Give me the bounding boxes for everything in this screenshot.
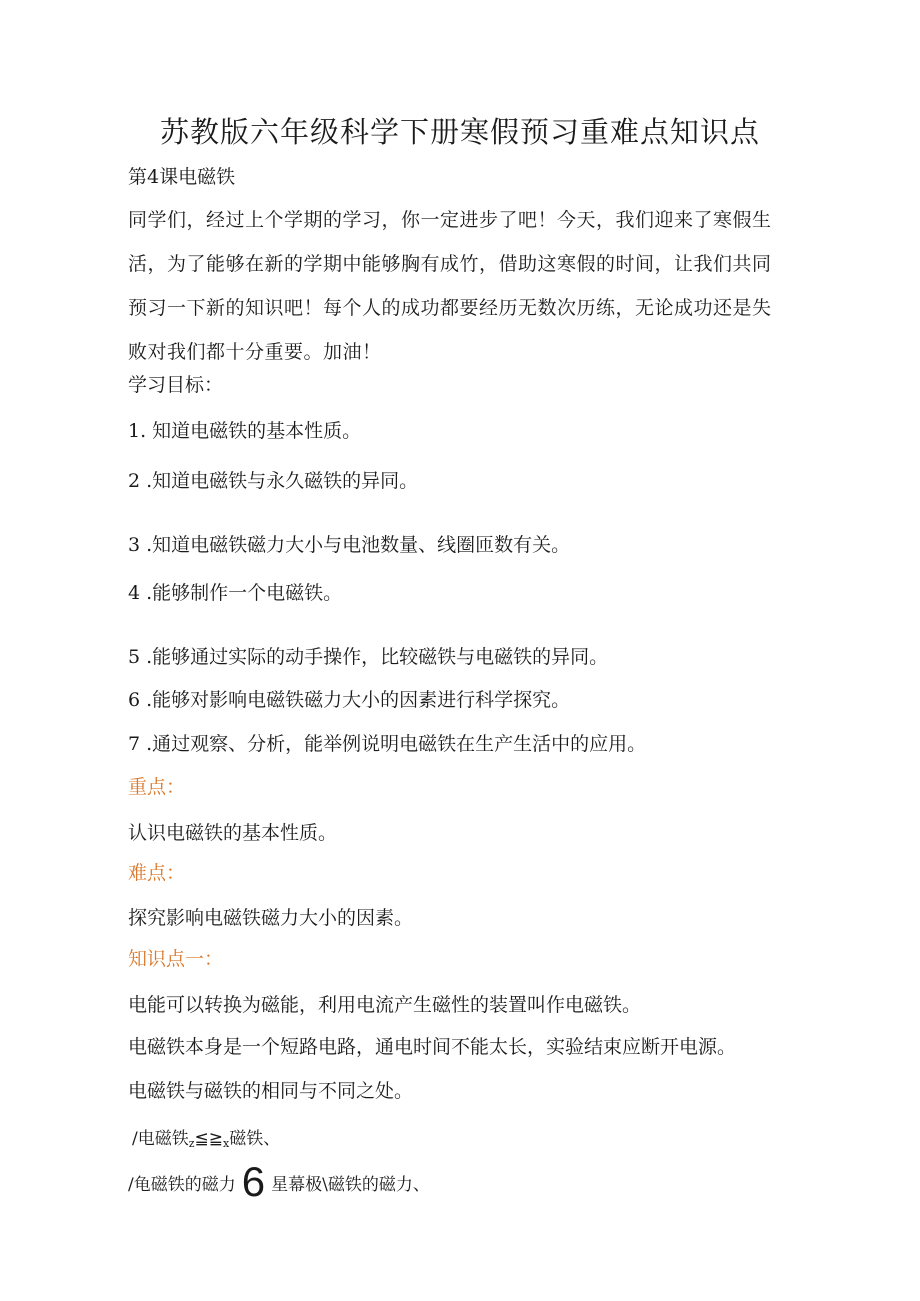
document-title: 苏教版六年级科学下册寒假预习重难点知识点	[159, 115, 760, 149]
intro-line: 预习一下新的知识吧！每个人的成功都要经历无数次历练，无论成功还是失	[128, 297, 772, 319]
goal-item: 4 .能够制作一个电磁铁。	[128, 582, 343, 604]
goal-item: 6 .能够对影响电磁铁磁力大小的因素进行科学探究。	[128, 689, 571, 711]
goal-item: 7 .通过观察、分析，能举例说明电磁铁在生产生活中的应用。	[128, 733, 647, 755]
lesson-title: 第4课电磁铁	[128, 166, 236, 188]
intro-paragraph	[128, 198, 808, 374]
knowledge-point-line: 电磁铁与磁铁的相同与不同之处。	[128, 1080, 414, 1102]
knowledge-point-line: 电能可以转换为磁能，利用电流产生磁性的装置叫作电磁铁。	[128, 994, 642, 1016]
knowledge-point-line: 电磁铁本身是一个短路电路，通电时间不能太长，实验结束应断开电源。	[128, 1036, 737, 1058]
difficulty-heading: 难点：	[128, 862, 186, 884]
diagram-label: /电磁铁	[132, 1129, 189, 1149]
difficulty-text: 探究影响电磁铁磁力大小的因素。	[128, 907, 414, 929]
diagram-subscript: x	[223, 1137, 230, 1150]
key-heading: 重点：	[128, 776, 186, 798]
diagram-symbol: ≦≧	[194, 1129, 224, 1149]
goal-item: 1. 知道电磁铁的基本性质。	[128, 420, 362, 442]
goal-item: 5 .能够通过实际的动手操作，比较磁铁与电磁铁的异同。	[128, 646, 609, 668]
intro-line: 败对我们都十分重要。加油！	[128, 341, 382, 363]
intro-line: 活，为了能够在新的学期中能够胸有成竹，借助这寒假的时间，让我们共同	[128, 253, 772, 275]
diagram-label: 磁铁、	[229, 1129, 281, 1149]
goal-item: 3 .知道电磁铁磁力大小与电池数量、线圈匝数有关。	[128, 534, 571, 556]
diagram-subscript: z	[188, 1137, 195, 1150]
goals-heading: 学习目标：	[128, 374, 224, 396]
comparison-diagram-row	[132, 1124, 280, 1150]
diagram-label: 星幕极\磁铁的磁力、	[271, 1175, 430, 1195]
intro-line: 同学们，经过上个学期的学习，你一定进步了吧！今天，我们迎来了寒假生	[128, 209, 772, 231]
key-text: 认识电磁铁的基本性质。	[128, 822, 338, 844]
diagram-large-numeral: 6	[241, 1158, 266, 1205]
knowledge-point-heading: 知识点一：	[128, 948, 224, 970]
goal-item: 2 .知道电磁铁与永久磁铁的异同。	[128, 470, 419, 492]
diagram-label: /龟磁铁的磁力	[128, 1175, 236, 1195]
comparison-diagram-row	[128, 1158, 430, 1206]
